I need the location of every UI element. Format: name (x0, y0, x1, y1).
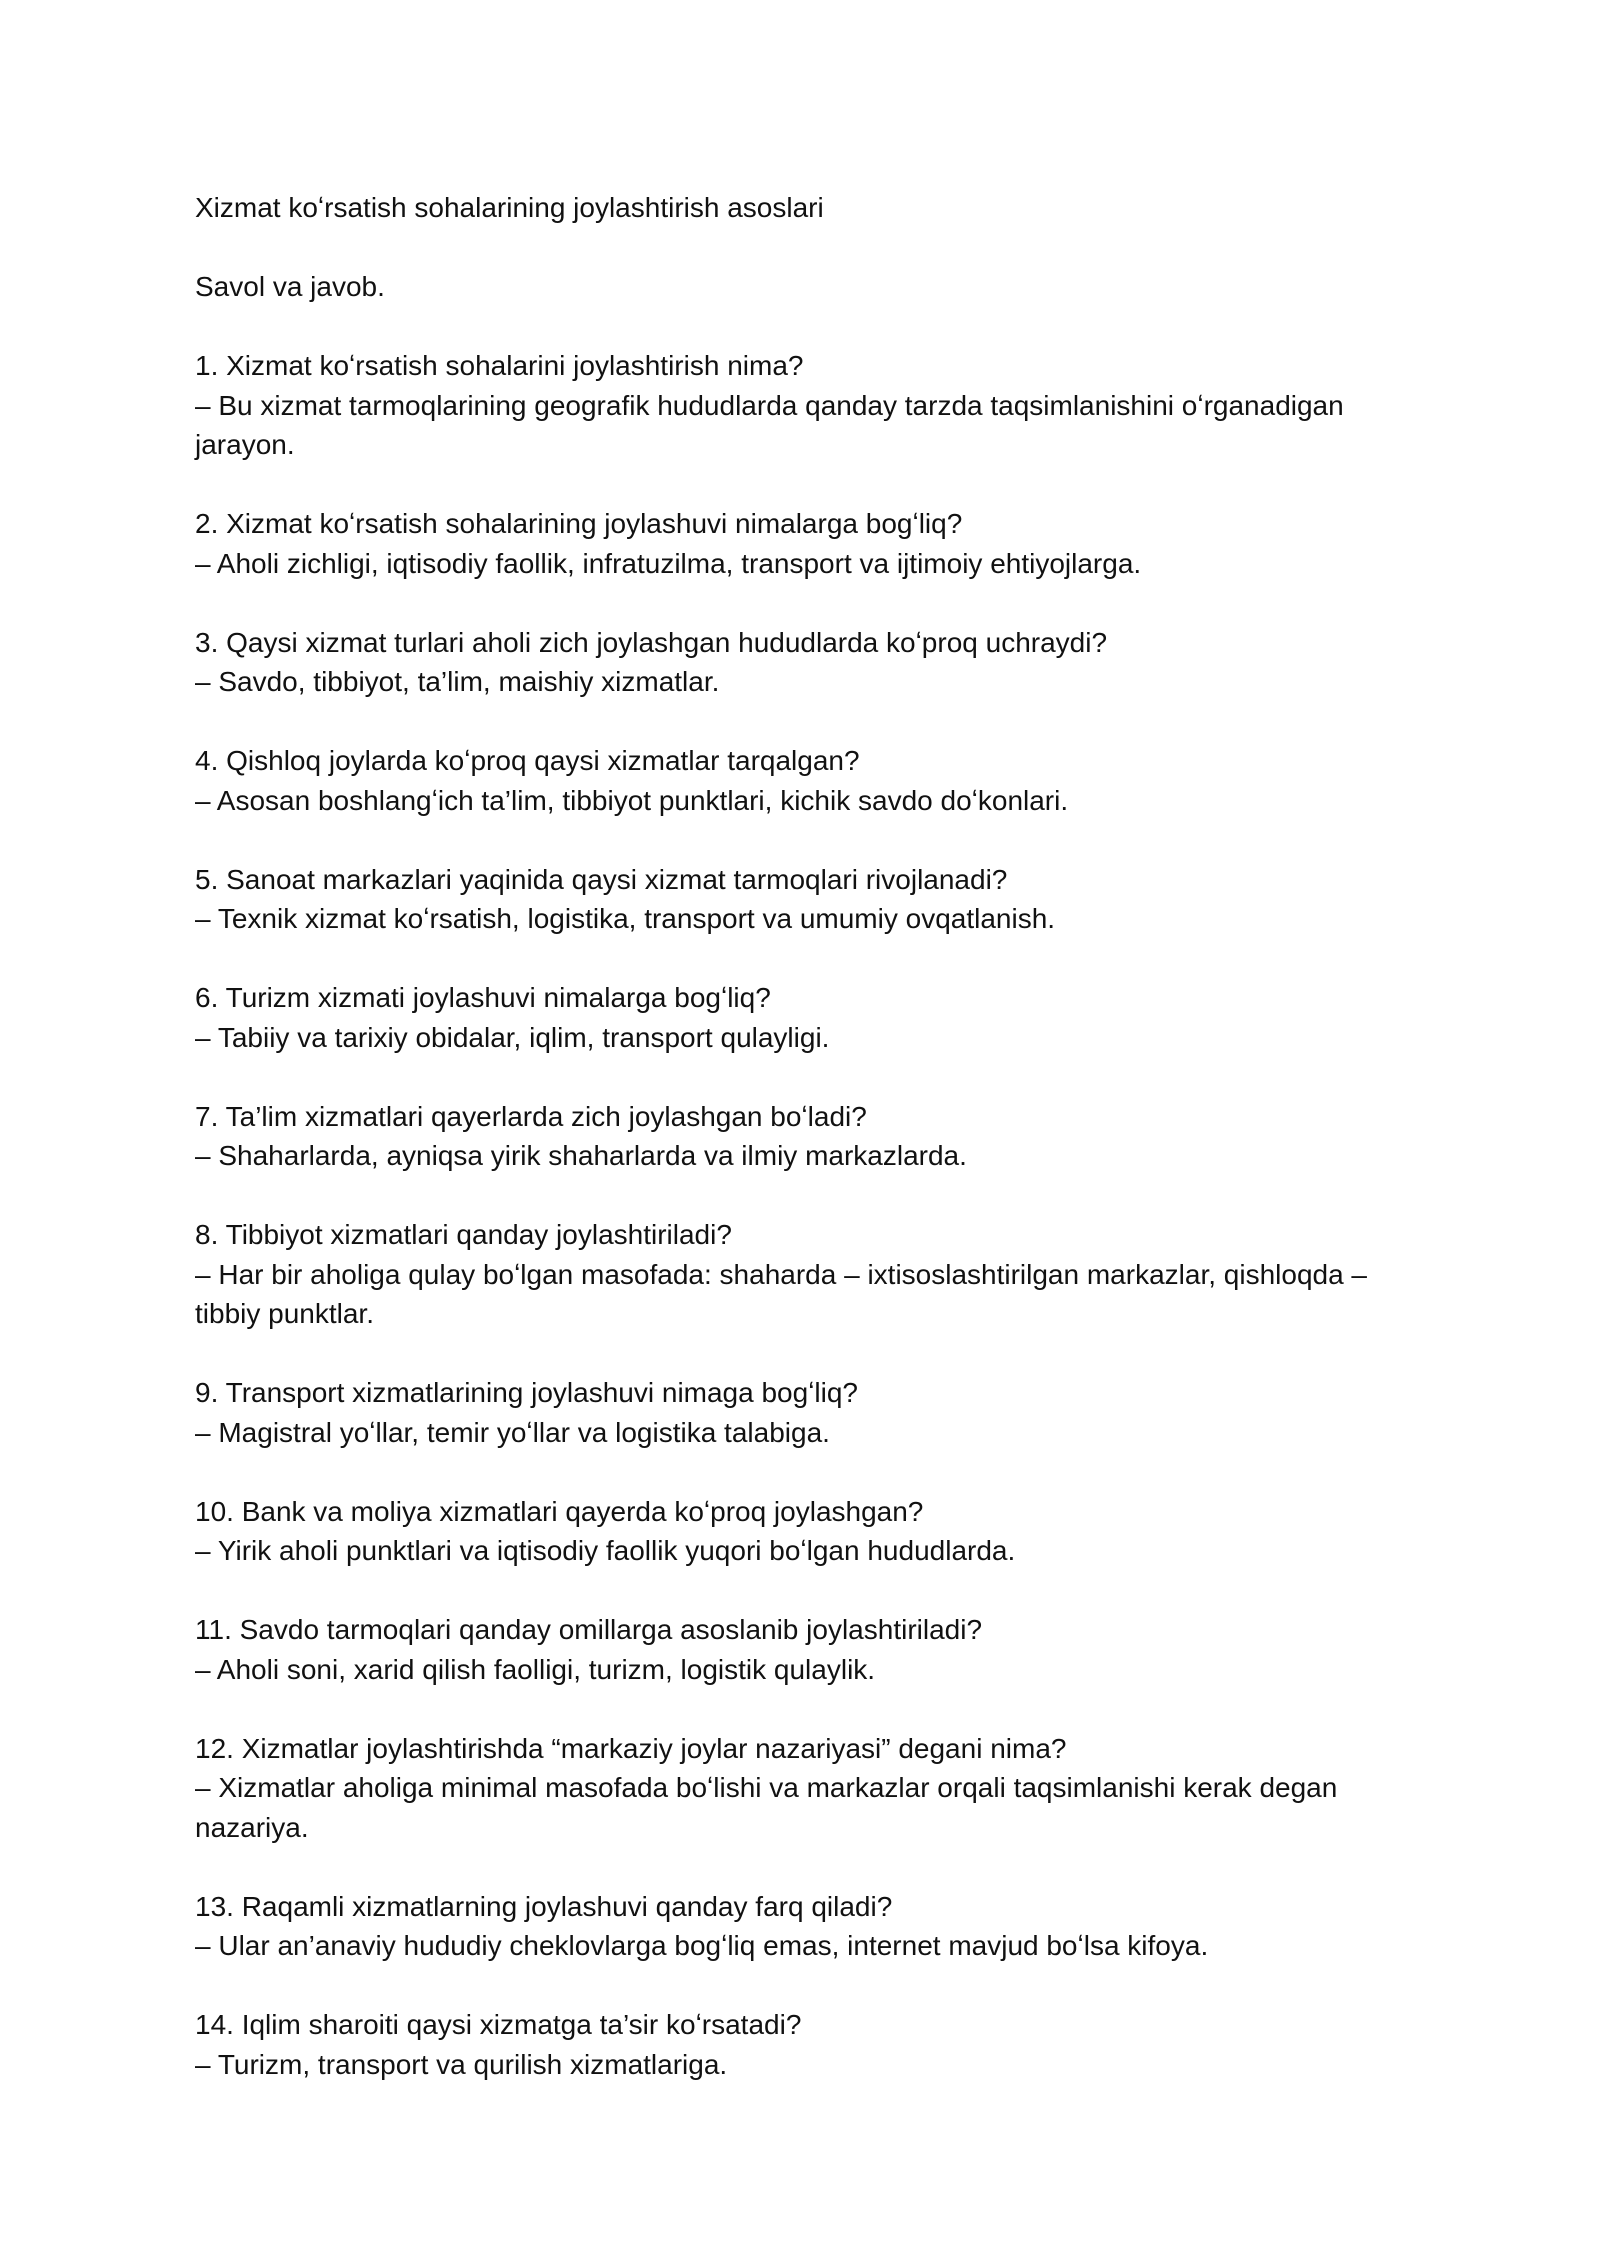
question-text: 1. Xizmat koʻrsatish sohalarini joylashtirish nima? (195, 350, 804, 381)
qa-item (195, 504, 1435, 583)
question-text: 7. Ta’lim xizmatlari qayerlarda zich joylashgan boʻladi? (195, 1100, 867, 1132)
question-text: 10. Bank va moliya xizmatlari qayerda koʻproq joylashgan? (195, 1495, 924, 1527)
qa-item (195, 860, 1435, 939)
question-text: 14. Iqlim sharoiti qaysi xizmatga ta’sir koʻrsatadi? (195, 2009, 802, 2040)
qa-item (195, 346, 1435, 465)
qa-item (195, 741, 1435, 820)
answer-text: – Aholi soni, xarid qilish faolligi, turizm, logistik qulaylik. (195, 1653, 876, 1685)
qa-item (195, 1215, 1435, 1334)
qa-item (195, 978, 1435, 1057)
question-text: 8. Tibbiyot xizmatlari qanday joylashtiriladi? (195, 1219, 732, 1250)
document-page (195, 188, 1435, 2124)
qa-item (195, 1729, 1435, 1848)
answer-text: – Har bir aholiga qulay boʻlgan masofada: shaharda – ixtisoslashtirilgan markazlar, qishloqda – tibbiy punktlar. (195, 1258, 1368, 1329)
question-text: 13. Raqamli xizmatlarning joylashuvi qanday farq qiladi? (195, 1890, 893, 1922)
qa-item (195, 1492, 1435, 1571)
question-text: 9. Transport xizmatlarining joylashuvi nimaga bogʻliq? (195, 1377, 859, 1408)
answer-text: – Bu xizmat tarmoqlarining geografik hududlarda qanday tarzda taqsimlanishini oʻrganadigan jarayon. (195, 389, 1344, 460)
question-text: 11. Savdo tarmoqlari qanday omillarga asoslanib joylashtiriladi? (195, 1614, 983, 1645)
qa-item (195, 1097, 1435, 1176)
question-text: 3. Qaysi xizmat turlari aholi zich joylashgan hududlarda koʻproq uchraydi? (195, 626, 1108, 658)
question-text: 5. Sanoat markazlari yaqinida qaysi xizmat tarmoqlari rivojlanadi? (195, 863, 1008, 895)
answer-text: – Shaharlarda, ayniqsa yirik shaharlarda va ilmiy markazlarda. (195, 1140, 967, 1171)
answer-text: – Asosan boshlangʻich ta’lim, tibbiyot punktlari, kichik savdo doʻkonlari. (195, 784, 1069, 816)
answer-text: – Aholi zichligi, iqtisodiy faollik, infratuzilma, transport va ijtimoiy ehtiyojlarga. (195, 547, 1142, 579)
question-text: 4. Qishloq joylarda koʻproq qaysi xizmatlar tarqalgan? (195, 745, 860, 776)
qa-item (195, 1610, 1435, 1689)
answer-text: – Texnik xizmat koʻrsatish, logistika, transport va umumiy ovqatlanish. (195, 903, 1056, 934)
document-subtitle: Savol va javob. (195, 271, 385, 302)
qa-list (195, 346, 1435, 2084)
qa-item (195, 1373, 1435, 1452)
answer-text: – Turizm, transport va qurilish xizmatlariga. (195, 2048, 728, 2080)
qa-item (195, 1887, 1435, 1966)
answer-text: – Ular an’anaviy hududiy cheklovlarga bogʻliq emas, internet mavjud boʻlsa kifoya. (195, 1930, 1209, 1961)
question-text: 12. Xizmatlar joylashtirishda “markaziy joylar nazariyasi” degani nima? (195, 1732, 1067, 1764)
qa-item (195, 623, 1435, 702)
qa-item (195, 2005, 1435, 2084)
question-text: 2. Xizmat koʻrsatish sohalarining joylashuvi nimalarga bogʻliq? (195, 508, 963, 539)
answer-text: – Yirik aholi punktlari va iqtisodiy faollik yuqori boʻlgan hududlarda. (195, 1535, 1016, 1566)
document-title: Xizmat koʻrsatish sohalarining joylashtirish asoslari (195, 192, 824, 223)
answer-text: – Tabiiy va tarixiy obidalar, iqlim, transport qulayligi. (195, 1021, 830, 1053)
answer-text: – Savdo, tibbiyot, ta’lim, maishiy xizmatlar. (195, 666, 720, 697)
answer-text: – Magistral yoʻllar, temir yoʻllar va logistika talabiga. (195, 1416, 830, 1448)
question-text: 6. Turizm xizmati joylashuvi nimalarga bogʻliq? (195, 982, 771, 1013)
answer-text: – Xizmatlar aholiga minimal masofada boʻlishi va markazlar orqali taqsimlanishi kerak degan nazariya. (195, 1772, 1338, 1843)
